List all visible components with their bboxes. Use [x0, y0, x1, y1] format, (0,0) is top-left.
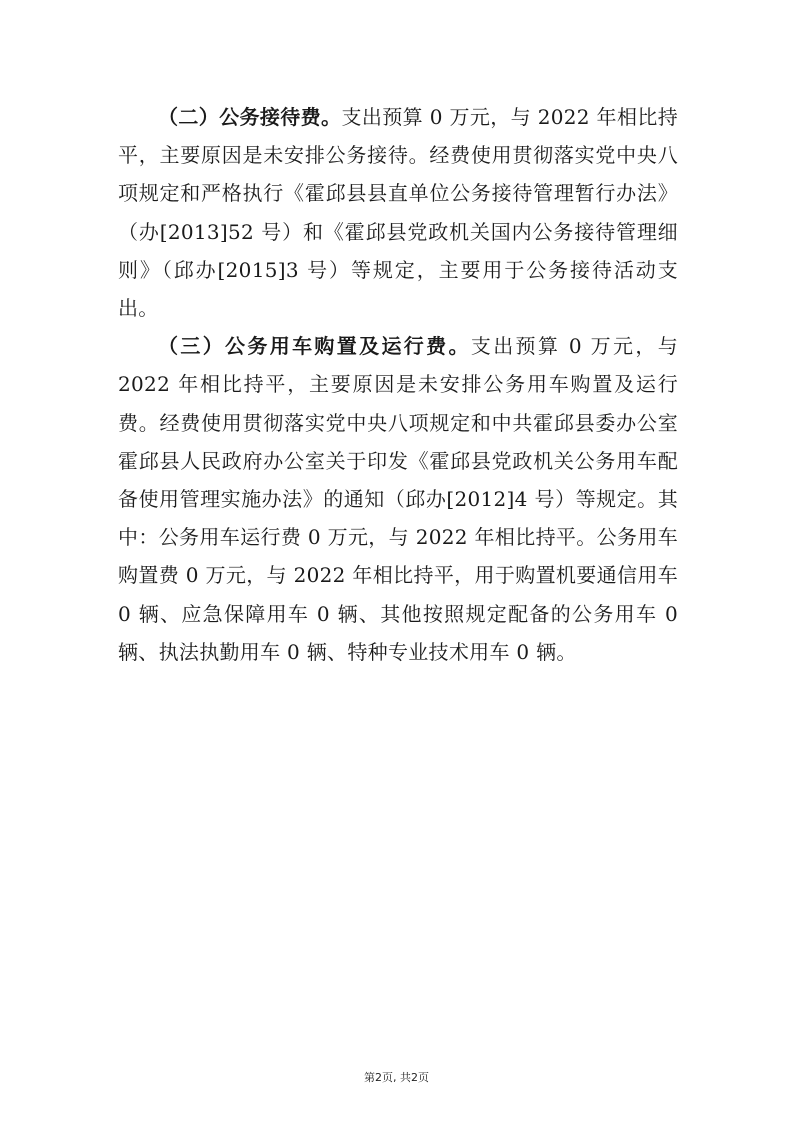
page-number-footer: 第2页, 共2页 [364, 1071, 429, 1084]
paragraph-reception-expenses [118, 98, 678, 327]
paragraph-text: 支出预算 0 万元，与 2022 年相比持平，主要原因是未安排公务用车购置及运行费。经费使用贯彻落实党中央八项规定和中共霍邱县委办公室 霍邱县人民政府办公室关于印发《霍邱县党政机关公务用车配备使用管理实施办法》的通知（邱办[2012]4 号）等规定。其中：公务用车运行费 0 万元，与 2022 年相比持平。公务用车购置费 0 万元，与 2022 年相比持平，用于购置机要通信用车 0 辆、应急保障用车 0 辆、其他按照规定配备的公务用车 0 辆、执法执勤用车 0 辆、特种专业技术用车 0 辆。 [118, 334, 678, 664]
paragraph-text: 支出预算 0 万元，与 2022 年相比持平，主要原因是未安排公务接待。经费使用贯彻落实党中央八项规定和严格执行《霍邱县县直单位公务接待管理暂行办法》（办[2013]52 号）和《霍邱县党政机关国内公务接待管理细则》（邱办[2015]3 号）等规定，主要用于公务接待活动支出。 [118, 105, 679, 321]
paragraph-heading: （三）公务用车购置及运行费。 [158, 334, 471, 359]
document-body [118, 98, 678, 671]
paragraph-heading: （二）公务接待费。 [158, 105, 342, 129]
paragraph-vehicle-expenses [118, 327, 678, 671]
